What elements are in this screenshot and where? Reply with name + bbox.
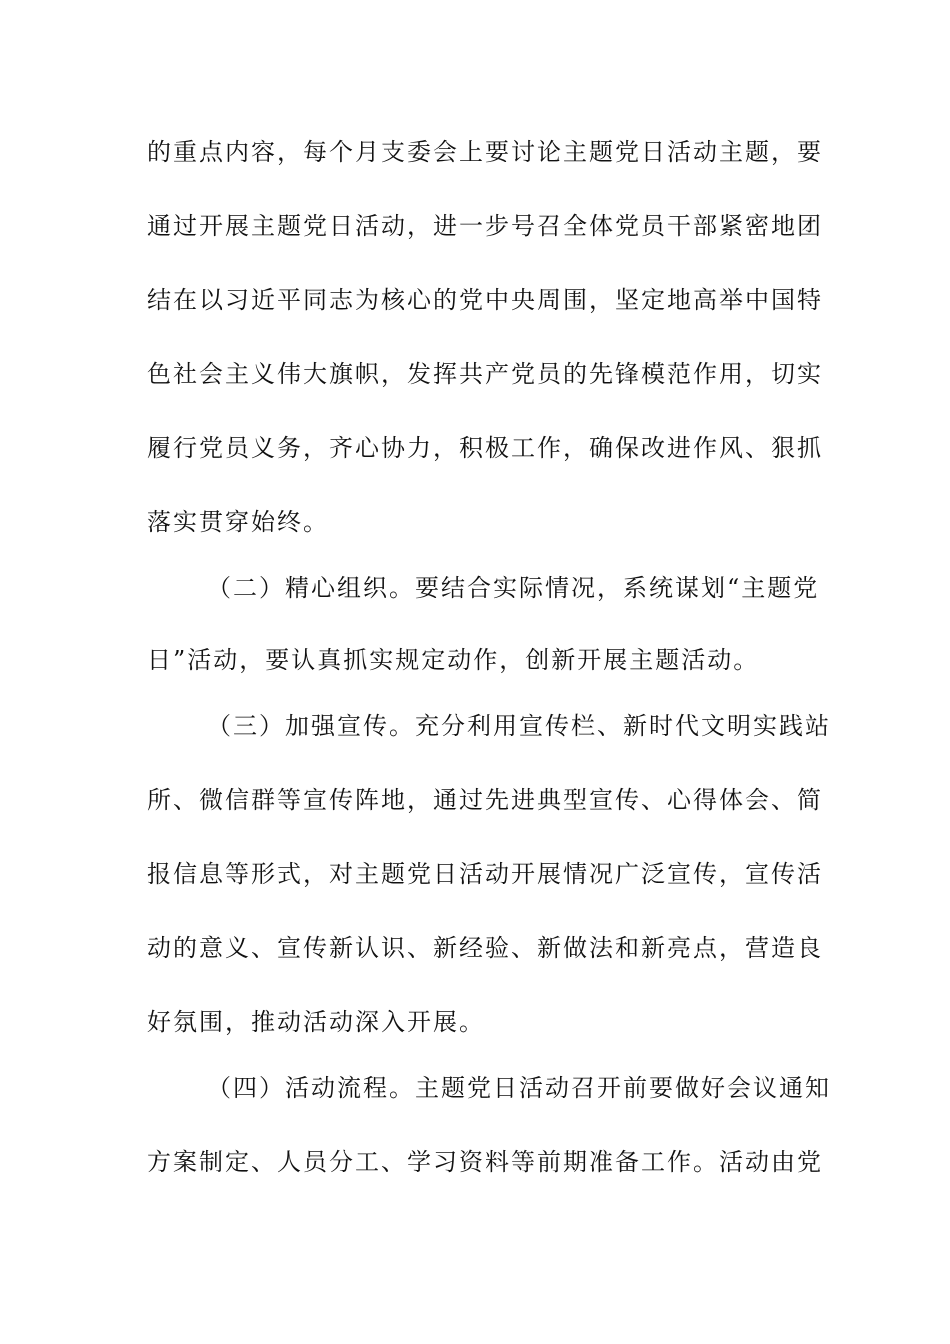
text-line-13: 好氛围，推动活动深入开展。	[147, 1008, 485, 1036]
text-line-5: 履行党员义务，齐心协力，积极工作，确保改进作风、狠抓	[147, 434, 823, 462]
text-line-12: 动的意义、宣传新认识、新经验、新做法和新亮点，营造良	[147, 934, 823, 962]
text-line-9: （三）加强宣传。充分利用宣传栏、新时代文明实践站	[207, 712, 831, 740]
text-line-11: 报信息等形式，对主题党日活动开展情况广泛宣传，宣传活	[147, 860, 823, 888]
text-line-2: 通过开展主题党日活动，进一步号召全体党员干部紧密地团	[147, 212, 823, 240]
text-line-6: 落实贯穿始终。	[147, 508, 329, 536]
text-line-1: 的重点内容，每个月支委会上要讨论主题党日活动主题，要	[147, 138, 823, 166]
text-line-4: 色社会主义伟大旗帜，发挥共产党员的先锋模范作用，切实	[147, 360, 823, 388]
text-line-7: （二）精心组织。要结合实际情况，系统谋划“主题党	[207, 574, 820, 602]
text-line-3: 结在以习近平同志为核心的党中央周围，坚定地高举中国特	[147, 286, 823, 314]
text-line-8: 日”活动，要认真抓实规定动作，创新开展主题活动。	[147, 646, 760, 674]
text-line-10: 所、微信群等宣传阵地，通过先进典型宣传、心得体会、简	[147, 786, 823, 814]
text-line-15: 方案制定、人员分工、学习资料等前期准备工作。活动由党	[147, 1148, 823, 1176]
text-line-14: （四）活动流程。主题党日活动召开前要做好会议通知	[207, 1074, 831, 1102]
